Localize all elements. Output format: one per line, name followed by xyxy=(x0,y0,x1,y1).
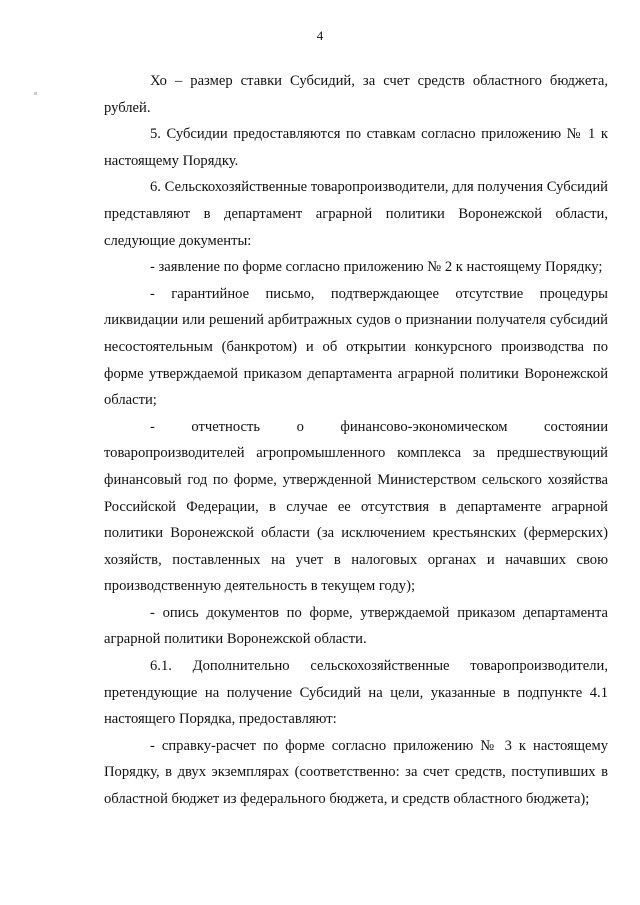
paragraph-section-5: 5. Субсидии предоставляются по ставкам согласно приложению № 1 к настоящему Порядку. xyxy=(104,126,608,169)
list-item-document-inventory: - опись документов по форме, утверждаемой приказом департамента аграрной политики Воронежской области. xyxy=(104,604,608,648)
list-item-calculation-certificate: - справку-расчет по форме согласно приложению № 3 к настоящему Порядку, в двух экземплярах (соответственно: за счет средств, поступивших в областной бюджет из федерального бюджета, и средств областного бюджета); xyxy=(104,737,608,808)
document-body xyxy=(104,68,608,813)
list-item-application: - заявление по форме согласно приложению № 2 к настоящему Порядку; xyxy=(150,259,603,276)
list-item-financial-report: - отчетность о финансово-экономическом состоянии товаропроизводителей агропромышленного комплекса за предшествующий финансовый год по форме, утвержденной Министерством сельского хозяйства Российской Федерации, в случае ее отсутствия в департаменте аграрной политики Воронежской области (за исключением крестьянских (фермерских) хозяйств, поставленных на учет в налоговых органах и начавших свою производственную деятельность в текущем году); xyxy=(104,418,608,595)
paragraph-section-6-1: 6.1. Дополнительно сельскохозяйственные товаропроизводители, претендующие на получение Субсидий на цели, указанные в подпункте 4.1 настоящего Порядка, предоставляют: xyxy=(104,658,608,728)
page-number: 4 xyxy=(316,28,324,43)
list-item-guarantee-letter: - гарантийное письмо, подтверждающее отсутствие процедуры ликвидации или решений арбитражных судов о признании получателя субсидий несостоятельным (банкротом) и об открытии конкурсного производства по форме утверждаемой приказом департамента аграрной политики Воронежской области; xyxy=(104,285,608,409)
paragraph-xo-definition: Хо – размер ставки Субсидий, за счет средств областного бюджета, рублей. xyxy=(104,73,608,116)
paragraph-section-6: 6. Сельскохозяйственные товаропроизводители, для получения Субсидий представляют в департамент аграрной политики Воронежской области, следующие документы: xyxy=(104,179,608,249)
scan-mark xyxy=(34,92,37,95)
